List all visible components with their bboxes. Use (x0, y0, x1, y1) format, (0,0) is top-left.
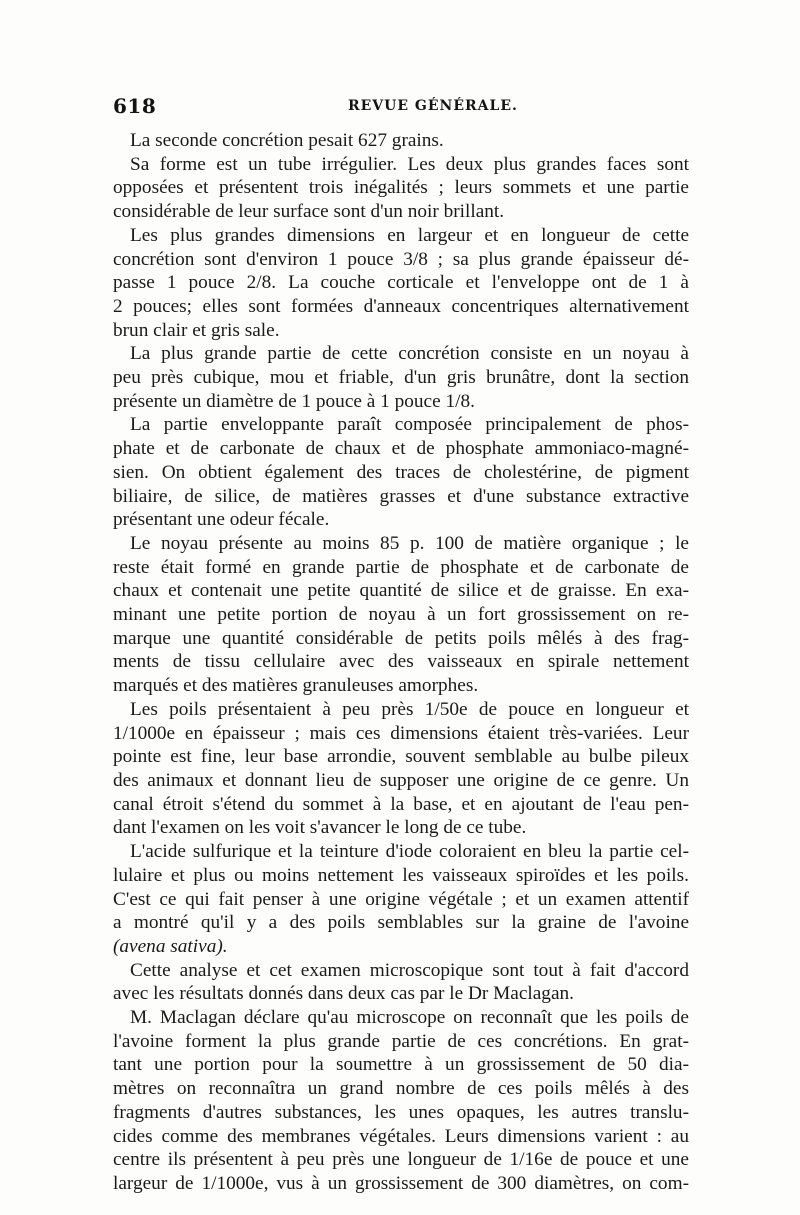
text-line: l'avoine forment la plus grande partie de ces concrétions. En grat- (113, 1030, 689, 1052)
text-line: concrétion sont d'environ 1 pouce 3/8 ; sa plus grande épaisseur dé- (113, 248, 689, 270)
text-line: marqués et des matières granuleuses amorphes. (113, 675, 479, 697)
text-line: cides comme des membranes végétales. Leurs dimensions varient : au (113, 1125, 689, 1147)
text-line: (avena sativa). (113, 935, 228, 957)
paragraph (113, 413, 689, 532)
text-line: fragments d'autres substances, les unes opaques, les autres translu- (113, 1101, 689, 1123)
paragraph (113, 129, 689, 153)
text-line: minant une petite portion de noyau à un fort grossissement on re- (113, 604, 689, 626)
paragraph (113, 342, 689, 413)
text-line: présentant une odeur fécale. (113, 509, 330, 531)
text-line: C'est ce qui fait penser à une origine végétale ; et un examen attentif (113, 888, 689, 910)
text-line: dant l'examen on les voit s'avancer le long de ce tube. (113, 817, 527, 839)
text-line: lulaire et plus ou moins nettement les vaisseaux spiroïdes et les poils. (113, 864, 689, 886)
text-line: biliaire, de silice, de matières grasses et d'une substance extractive (113, 485, 689, 507)
page-header (113, 94, 688, 118)
text-line: présente un diamètre de 1 pouce à 1 pouce 1/8. (113, 390, 475, 412)
text-line: phate et de carbonate de chaux et de phosphate ammoniaco-magné- (113, 438, 689, 460)
paragraph (113, 840, 689, 959)
paragraph (113, 698, 689, 840)
text-line: 2 pouces; elles sont formées d'anneaux concentriques alternativement (113, 295, 689, 317)
body-text (113, 129, 689, 1196)
paragraph (113, 532, 689, 698)
text-line: La plus grande partie de cette concrétion consiste en un noyau à (130, 343, 689, 365)
paragraph (113, 153, 689, 224)
text-line: opposées et présentent trois inégalités ; leurs sommets et une partie (113, 177, 689, 199)
text-line: Le noyau présente au moins 85 p. 100 de matière organique ; le (130, 532, 689, 554)
text-line: brun clair et gris sale. (113, 319, 280, 341)
text-line: passe 1 pouce 2/8. La couche corticale et l'enveloppe ont de 1 à (113, 272, 689, 294)
text-line: peu près cubique, mou et friable, d'un gris brunâtre, dont la section (113, 367, 689, 389)
text-line: Les poils présentaient à peu près 1/50e de pouce en longueur et (130, 698, 689, 720)
text-line: M. Maclagan déclare qu'au microscope on reconnaît que les poils de (130, 1007, 689, 1029)
text-line: La partie enveloppante paraît composée principalement de phos- (130, 414, 689, 436)
text-line: chaux et contenait une petite quantité de silice et de graisse. En exa- (113, 580, 689, 602)
text-line: des animaux et donnant lieu de supposer une origine de ce genre. Un (113, 769, 689, 791)
text-line: largeur de 1/1000e, vus à un grossissement de 300 diamètres, on com- (113, 1172, 689, 1194)
text-line: La seconde concrétion pesait 627 grains. (130, 130, 444, 151)
text-line: 1/1000e en épaisseur ; mais ces dimensions étaient très-variées. Leur (113, 722, 689, 744)
text-line: sien. On obtient également des traces de cholestérine, de pigment (113, 461, 689, 483)
text-line: Sa forme est un tube irrégulier. Les deux plus grandes faces sont (130, 153, 689, 175)
text-line: ments de tissu cellulaire avec des vaisseaux en spirale nettement (113, 651, 689, 673)
text-line: centre ils présentent à peu près une longueur de 1/16e de pouce et une (113, 1149, 689, 1171)
running-title: REVUE GÉNÉRALE. (348, 98, 518, 114)
text-line: considérable de leur surface sont d'un noir brillant. (113, 201, 505, 223)
text-line: canal étroit s'étend du sommet à la base, et en ajoutant de l'eau pen- (113, 793, 689, 815)
text-line: Cette analyse et cet examen microscopique sont tout à fait d'accord (130, 959, 689, 981)
text-line: Les plus grandes dimensions en largeur et en longueur de cette (130, 224, 689, 246)
text-line: L'acide sulfurique et la teinture d'iode coloraient en bleu la partie cel- (130, 841, 689, 863)
text-line: a montré qu'il y a des poils semblables sur la graine de l'avoine (113, 912, 689, 934)
text-line: pointe est fine, leur base arrondie, souvent semblable au bulbe pileux (113, 746, 689, 768)
text-line: reste était formé en grande partie de phosphate et de carbonate de (113, 556, 689, 578)
text-line: tant une portion pour la soumettre à un grossissement de 50 dia- (113, 1054, 689, 1076)
text-line: marque une quantité considérable de petits poils mêlés à des frag- (113, 627, 689, 649)
page-number: 618 (113, 94, 157, 118)
paragraph (113, 224, 689, 343)
text-line: mètres on reconnaîtra un grand nombre de ces poils mêlés à des (113, 1078, 689, 1100)
text-line: avec les résultats donnés dans deux cas par le Dr Maclagan. (113, 983, 574, 1005)
paragraph (113, 1006, 689, 1196)
paragraph (113, 959, 689, 1006)
